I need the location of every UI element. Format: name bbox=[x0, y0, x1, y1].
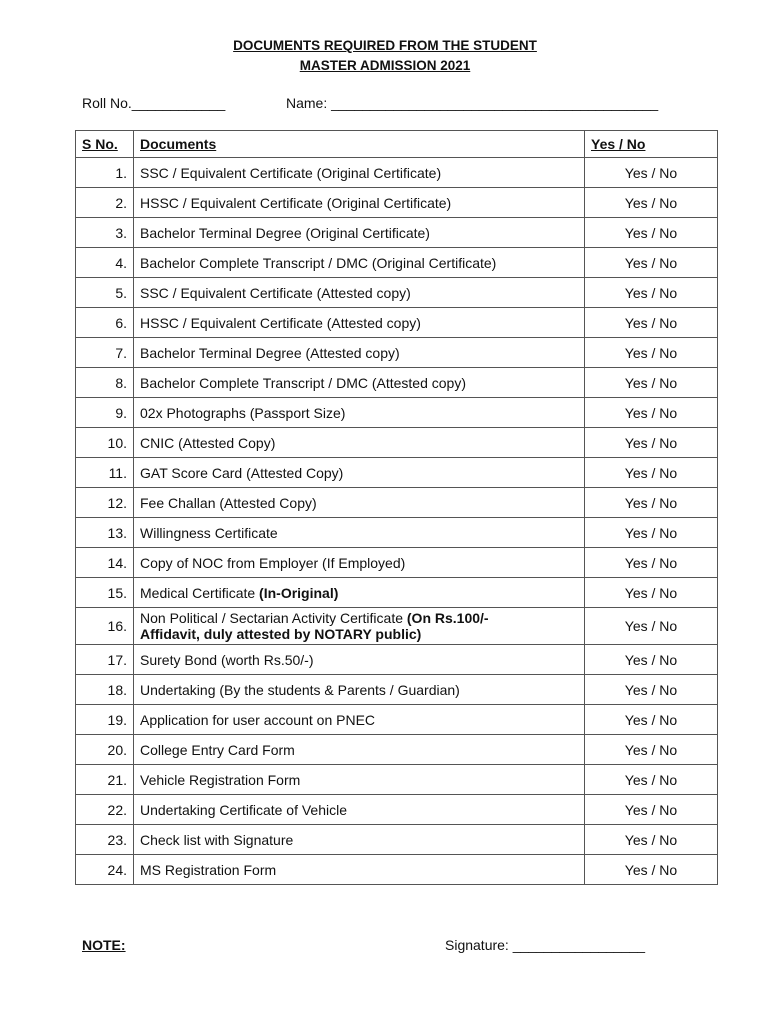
table-row bbox=[76, 218, 718, 248]
table-header-row bbox=[76, 131, 718, 158]
document-label: CNIC (Attested Copy) bbox=[140, 434, 276, 451]
document-label: Surety Bond (worth Rs.50/-) bbox=[140, 651, 314, 668]
table-row bbox=[76, 825, 718, 855]
row-document bbox=[134, 735, 585, 765]
row-yes-no: Yes / No bbox=[585, 578, 718, 608]
document-label: Vehicle Registration Form bbox=[140, 771, 301, 788]
table-row bbox=[76, 458, 718, 488]
row-document bbox=[134, 765, 585, 795]
row-serial-number: 4. bbox=[76, 248, 134, 278]
table-row bbox=[76, 608, 718, 645]
table-row bbox=[76, 705, 718, 735]
roll-no-field: Roll No.____________ bbox=[82, 95, 226, 111]
table-row bbox=[76, 645, 718, 675]
document-text bbox=[140, 225, 578, 241]
row-yes-no: Yes / No bbox=[585, 338, 718, 368]
document-label: MS Registration Form bbox=[140, 861, 277, 878]
row-serial-number: 2. bbox=[76, 188, 134, 218]
row-yes-no: Yes / No bbox=[585, 158, 718, 188]
document-label: HSSC / Equivalent Certificate (Original Certificate) bbox=[140, 194, 452, 211]
document-text bbox=[140, 555, 578, 571]
row-document bbox=[134, 795, 585, 825]
document-text bbox=[140, 585, 578, 601]
row-document bbox=[134, 578, 585, 608]
document-text bbox=[140, 255, 578, 271]
document-text bbox=[140, 345, 578, 361]
row-serial-number: 13. bbox=[76, 518, 134, 548]
table-row bbox=[76, 308, 718, 338]
row-document bbox=[134, 645, 585, 675]
document-label: Medical Certificate bbox=[140, 584, 260, 601]
column-header-yes-no: Yes / No bbox=[585, 131, 718, 158]
table-row bbox=[76, 158, 718, 188]
document-text bbox=[140, 832, 578, 848]
row-serial-number: 6. bbox=[76, 308, 134, 338]
row-serial-number: 7. bbox=[76, 338, 134, 368]
document-label: Bachelor Complete Transcript / DMC (Original Certificate) bbox=[140, 254, 497, 271]
row-document bbox=[134, 158, 585, 188]
row-document bbox=[134, 248, 585, 278]
document-emphasis: (In-Original) bbox=[259, 584, 339, 601]
document-text bbox=[140, 375, 578, 391]
row-serial-number: 9. bbox=[76, 398, 134, 428]
row-document bbox=[134, 398, 585, 428]
document-label: Bachelor Complete Transcript / DMC (Attested copy) bbox=[140, 374, 467, 391]
row-yes-no: Yes / No bbox=[585, 188, 718, 218]
document-label: GAT Score Card (Attested Copy) bbox=[140, 464, 344, 481]
row-serial-number: 10. bbox=[76, 428, 134, 458]
row-serial-number: 21. bbox=[76, 765, 134, 795]
row-serial-number: 1. bbox=[76, 158, 134, 188]
row-yes-no: Yes / No bbox=[585, 398, 718, 428]
table-row bbox=[76, 368, 718, 398]
table-row bbox=[76, 735, 718, 765]
row-yes-no: Yes / No bbox=[585, 428, 718, 458]
table-row bbox=[76, 765, 718, 795]
row-document bbox=[134, 308, 585, 338]
row-yes-no: Yes / No bbox=[585, 675, 718, 705]
row-serial-number: 8. bbox=[76, 368, 134, 398]
page-title: DOCUMENTS REQUIRED FROM THE STUDENT bbox=[233, 38, 537, 53]
row-serial-number: 23. bbox=[76, 825, 134, 855]
document-label: Bachelor Terminal Degree (Original Certificate) bbox=[140, 224, 430, 241]
row-document bbox=[134, 188, 585, 218]
document-text bbox=[140, 435, 578, 451]
table-row bbox=[76, 488, 718, 518]
row-yes-no: Yes / No bbox=[585, 608, 718, 645]
row-document bbox=[134, 428, 585, 458]
table-row bbox=[76, 248, 718, 278]
document-text bbox=[140, 862, 578, 878]
table-row bbox=[76, 795, 718, 825]
document-text bbox=[140, 712, 578, 728]
table-row bbox=[76, 398, 718, 428]
document-text bbox=[140, 525, 578, 541]
row-yes-no: Yes / No bbox=[585, 765, 718, 795]
document-text bbox=[140, 285, 578, 301]
document-text bbox=[140, 495, 578, 511]
row-yes-no: Yes / No bbox=[585, 518, 718, 548]
document-label: Bachelor Terminal Degree (Attested copy) bbox=[140, 344, 400, 361]
table-row bbox=[76, 278, 718, 308]
document-text bbox=[140, 652, 578, 668]
row-serial-number: 20. bbox=[76, 735, 134, 765]
row-serial-number: 19. bbox=[76, 705, 134, 735]
note-label: NOTE: bbox=[82, 937, 126, 953]
document-emphasis-line2: Affidavit, duly attested by NOTARY public) bbox=[140, 626, 422, 642]
row-serial-number: 16. bbox=[76, 608, 134, 645]
row-yes-no: Yes / No bbox=[585, 488, 718, 518]
document-label: 02x Photographs (Passport Size) bbox=[140, 404, 346, 421]
page-subtitle: MASTER ADMISSION 2021 bbox=[299, 58, 471, 73]
table-row bbox=[76, 578, 718, 608]
row-serial-number: 17. bbox=[76, 645, 134, 675]
row-yes-no: Yes / No bbox=[585, 855, 718, 885]
signature-line: Signature: _________________ bbox=[445, 937, 646, 953]
row-document bbox=[134, 218, 585, 248]
row-document bbox=[134, 338, 585, 368]
document-label: Application for user account on PNEC bbox=[140, 711, 376, 728]
document-label: Undertaking Certificate of Vehicle bbox=[140, 801, 347, 818]
row-serial-number: 18. bbox=[76, 675, 134, 705]
document-label: College Entry Card Form bbox=[140, 741, 295, 758]
document-text bbox=[140, 772, 578, 788]
document-text bbox=[140, 465, 578, 481]
document-text bbox=[140, 802, 578, 818]
row-serial-number: 22. bbox=[76, 795, 134, 825]
row-document bbox=[134, 825, 585, 855]
document-text bbox=[140, 682, 578, 698]
document-text bbox=[140, 405, 578, 421]
row-yes-no: Yes / No bbox=[585, 308, 718, 338]
document-label: Copy of NOC from Employer (If Employed) bbox=[140, 554, 406, 571]
row-serial-number: 5. bbox=[76, 278, 134, 308]
document-label: Check list with Signature bbox=[140, 831, 294, 848]
row-serial-number: 11. bbox=[76, 458, 134, 488]
table-row bbox=[76, 675, 718, 705]
row-yes-no: Yes / No bbox=[585, 825, 718, 855]
row-document bbox=[134, 518, 585, 548]
row-yes-no: Yes / No bbox=[585, 368, 718, 398]
row-document bbox=[134, 278, 585, 308]
document-text bbox=[140, 610, 578, 626]
document-label: Willingness Certificate bbox=[140, 524, 278, 541]
row-document bbox=[134, 675, 585, 705]
document-text bbox=[140, 165, 578, 181]
row-document bbox=[134, 705, 585, 735]
table-row bbox=[76, 548, 718, 578]
row-yes-no: Yes / No bbox=[585, 705, 718, 735]
row-serial-number: 15. bbox=[76, 578, 134, 608]
row-serial-number: 14. bbox=[76, 548, 134, 578]
row-yes-no: Yes / No bbox=[585, 645, 718, 675]
document-text bbox=[140, 195, 578, 211]
document-label: Non Political / Sectarian Activity Certificate bbox=[140, 610, 407, 626]
document-label: SSC / Equivalent Certificate (Attested copy) bbox=[140, 284, 411, 301]
row-document bbox=[134, 548, 585, 578]
column-header-documents: Documents bbox=[134, 131, 585, 158]
row-document bbox=[134, 608, 585, 645]
row-yes-no: Yes / No bbox=[585, 795, 718, 825]
name-field: Name: __________________________________________ bbox=[286, 95, 659, 111]
column-header-sno: S No. bbox=[76, 131, 134, 158]
row-document bbox=[134, 368, 585, 398]
document-text bbox=[140, 315, 578, 331]
document-label: Fee Challan (Attested Copy) bbox=[140, 494, 317, 511]
row-serial-number: 3. bbox=[76, 218, 134, 248]
row-serial-number: 12. bbox=[76, 488, 134, 518]
document-text bbox=[140, 742, 578, 758]
row-yes-no: Yes / No bbox=[585, 548, 718, 578]
document-emphasis: (On Rs.100/- bbox=[406, 610, 489, 626]
row-yes-no: Yes / No bbox=[585, 735, 718, 765]
row-document bbox=[134, 458, 585, 488]
row-yes-no: Yes / No bbox=[585, 458, 718, 488]
row-yes-no: Yes / No bbox=[585, 278, 718, 308]
document-label: Undertaking (By the students & Parents / Guardian) bbox=[140, 681, 460, 698]
table-row bbox=[76, 518, 718, 548]
row-serial-number: 24. bbox=[76, 855, 134, 885]
document-label: SSC / Equivalent Certificate (Original Certificate) bbox=[140, 164, 442, 181]
row-document bbox=[134, 855, 585, 885]
table-row bbox=[76, 855, 718, 885]
documents-table bbox=[75, 130, 718, 885]
table-row bbox=[76, 338, 718, 368]
table-row bbox=[76, 188, 718, 218]
row-yes-no: Yes / No bbox=[585, 248, 718, 278]
row-document bbox=[134, 488, 585, 518]
table-row bbox=[76, 428, 718, 458]
document-label: HSSC / Equivalent Certificate (Attested copy) bbox=[140, 314, 421, 331]
row-yes-no: Yes / No bbox=[585, 218, 718, 248]
